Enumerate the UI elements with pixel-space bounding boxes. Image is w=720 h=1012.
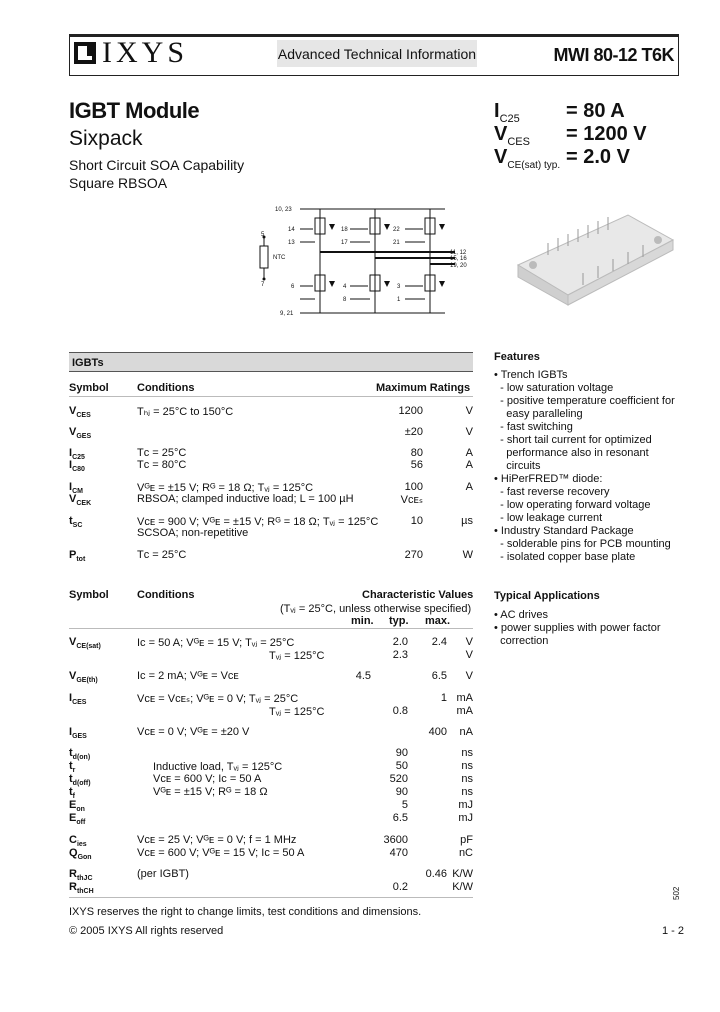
- row-condition: Vᴄᴇ = 0 V; Vᴳᴇ = ±20 V: [137, 726, 250, 738]
- product-feature-1: Short Circuit SOA Capability: [69, 157, 245, 173]
- pin-label-8: 8: [343, 297, 347, 303]
- circuit-diagram: [255, 200, 475, 320]
- row-typ: 5: [401, 799, 408, 811]
- row-max: 1: [440, 692, 447, 704]
- row-unit: K/W: [452, 881, 473, 893]
- row-typ: 90: [395, 747, 408, 759]
- row-symbol: $R_{thCH}$: [69, 881, 94, 896]
- key-value-vcesat: $V_{CE(sat) typ.} = 2.0$ V: [494, 146, 630, 171]
- module-package-image: [508, 195, 678, 310]
- max-rating-row: [69, 405, 473, 419]
- row-symbol: $V_{CEK}$: [69, 493, 92, 508]
- pin-label-21: 21: [393, 240, 400, 246]
- max-rating-row: [69, 426, 473, 440]
- row-value: Vᴄᴇₛ: [400, 494, 423, 506]
- characteristic-row: [69, 868, 473, 882]
- row-symbol: $P_{tot}$: [69, 549, 86, 564]
- row-symbol: $E_{off}$: [69, 812, 86, 827]
- char-col-min: min.: [351, 615, 374, 627]
- max-rating-row: [69, 515, 473, 539]
- characteristic-row: [69, 636, 473, 650]
- brand-logo: [74, 38, 188, 68]
- row-condition: Iᴄ = 2 mA; Vᴳᴇ = Vᴄᴇ: [137, 670, 239, 682]
- copyright: © 2005 IXYS All rights reserved: [69, 925, 224, 937]
- applications-title: Typical Applications: [494, 590, 600, 602]
- row-condition: Tᴄ = 25°C: [137, 447, 187, 459]
- row-symbol: $t_{d(on)}$: [69, 747, 91, 762]
- pin-label-4: 4: [343, 284, 347, 290]
- row-max: 0.46: [425, 868, 447, 880]
- pin-label-3: 3: [397, 284, 401, 290]
- row-condition: Vᴄᴇ = Vᴄᴇₛ; Vᴳᴇ = 0 V; Tᵥⱼ = 25°C: [137, 693, 299, 705]
- row-unit: A: [465, 447, 473, 459]
- row-min: 4.5: [355, 670, 371, 682]
- row-unit: nA: [459, 726, 473, 738]
- row-typ: 6.5: [392, 812, 408, 824]
- list-item: - isolated copper base plate: [494, 551, 636, 563]
- row-typ: 2.3: [392, 649, 408, 661]
- row-condition: Vᴄᴇ = 600 V; Vᴳᴇ = 15 V; Iᴄ = 50 A: [137, 847, 305, 859]
- col-max-ratings: Maximum Ratings: [376, 382, 471, 394]
- list-item: • Industry Standard Package: [494, 525, 634, 537]
- pin-label-18: 18: [341, 227, 348, 233]
- row-unit: pF: [460, 834, 473, 846]
- row-symbol: $V_{GES}$: [69, 426, 92, 441]
- row-typ: 50: [395, 760, 408, 772]
- divider: [69, 396, 473, 397]
- list-item: - short tail current for optimized: [494, 434, 652, 446]
- pin-label-6: 6: [291, 284, 295, 290]
- row-max: 2.4: [431, 636, 447, 648]
- char-col-values: Characteristic Values: [362, 589, 474, 601]
- row-condition: Tₕⱼ = 25°C to 150°C: [137, 406, 234, 418]
- applications-list: [494, 609, 694, 648]
- features-list: [494, 369, 694, 564]
- list-item: - low operating forward voltage: [494, 499, 651, 511]
- row-typ: 3600: [383, 834, 408, 846]
- row-typ: 90: [395, 786, 408, 798]
- row-condition: Vᴄᴇ = 600 V; Iᴄ = 50 A: [153, 773, 262, 785]
- col-symbol: Symbol: [69, 382, 109, 394]
- row-unit: ns: [461, 760, 473, 772]
- list-item: - low leakage current: [494, 512, 603, 524]
- row-symbol: $I_{C80}$: [69, 459, 85, 474]
- characteristic-row: [69, 786, 473, 800]
- row-condition: Tᴄ = 25°C: [137, 549, 187, 561]
- divider: [69, 897, 473, 898]
- row-unit: V: [465, 670, 473, 682]
- row-unit: ns: [461, 773, 473, 785]
- characteristic-row: [69, 760, 473, 774]
- product-feature-2: Square RBSOA: [69, 175, 168, 191]
- list-item: performance also in resonant: [494, 447, 649, 459]
- side-code: 502: [672, 886, 681, 900]
- characteristic-row: [69, 692, 473, 706]
- row-value: ±20: [404, 426, 423, 438]
- row-condition: Vᴳᴇ = ±15 V; Rᴳ = 18 Ω; Tᵥⱼ = 125°C: [137, 482, 314, 494]
- pin-label-17: 17: [341, 240, 348, 246]
- characteristic-row: [69, 799, 473, 813]
- characteristic-row: [69, 649, 473, 663]
- row-unit: V: [465, 649, 473, 661]
- row-unit: nC: [458, 847, 473, 859]
- row-unit: V: [465, 636, 473, 648]
- row-symbol: $V_{GE(th)}$: [69, 670, 98, 685]
- row-unit: µs: [461, 515, 473, 527]
- row-condition: RBSOA; clamped inductive load; L = 100 µH: [137, 493, 354, 505]
- row-unit: A: [465, 481, 473, 493]
- pin-label-1: 1: [397, 297, 401, 303]
- row-max: 400: [428, 726, 447, 738]
- list-item: • power supplies with power factor: [494, 622, 661, 634]
- row-unit: V: [465, 405, 473, 417]
- pin-label-5: 5: [261, 232, 265, 238]
- row-condition: (per IGBT): [137, 868, 189, 880]
- row-condition: Tᴄ = 80°C: [137, 459, 187, 471]
- pin-label-7: 7: [261, 282, 265, 288]
- row-symbol: $R_{thJC}$: [69, 868, 93, 883]
- row-unit: mA: [456, 705, 473, 717]
- row-symbol: $t_{d(off)}$: [69, 773, 91, 788]
- row-typ: 470: [389, 847, 408, 859]
- row-symbol: $I_{CM}$: [69, 481, 83, 496]
- igbt-section-header: IGBTs: [69, 352, 473, 372]
- row-typ: 2.0: [392, 636, 408, 648]
- list-item: correction: [494, 635, 549, 647]
- divider: [69, 628, 473, 629]
- pin-label-9-21: 9, 21: [280, 311, 294, 317]
- max-rating-row: [69, 493, 473, 507]
- row-symbol: $t_{SC}$: [69, 515, 83, 530]
- list-item: - positive temperature coefficient for: [494, 395, 675, 407]
- max-rating-row: [69, 459, 473, 473]
- list-item: - low saturation voltage: [494, 382, 614, 394]
- row-condition: Vᴄᴇ = 25 V; Vᴳᴇ = 0 V; f = 1 MHz: [137, 834, 297, 846]
- row-value: 270: [404, 549, 423, 561]
- row-condition: Tᵥⱼ = 125°C: [269, 706, 325, 718]
- pin-label-11-12: 11, 12: [450, 250, 467, 256]
- row-symbol: $I_{CES}$: [69, 692, 87, 707]
- row-condition: Inductive load, Tᵥⱼ = 125°C: [153, 761, 283, 773]
- characteristic-row: [69, 834, 473, 848]
- page-title: IGBT Module: [69, 98, 200, 123]
- key-value-vces: $V_{CES} = 1200$ V: [494, 123, 647, 148]
- char-note: (Tᵥⱼ = 25°C, unless otherwise specified): [280, 603, 472, 615]
- row-max: 6.5: [431, 670, 447, 682]
- pin-label-14: 14: [288, 227, 295, 233]
- page-number: 1 - 2: [662, 925, 685, 937]
- list-item: - fast switching: [494, 421, 573, 433]
- row-symbol: $t_f$: [69, 786, 76, 801]
- row-value: 80: [410, 447, 423, 459]
- col-conditions: Conditions: [137, 382, 195, 394]
- pin-label-10-23: 10, 23: [275, 207, 292, 213]
- features-title: Features: [494, 351, 540, 363]
- row-typ: 0.8: [392, 705, 408, 717]
- list-item: - fast reverse recovery: [494, 486, 610, 498]
- row-typ: 0.2: [392, 881, 408, 893]
- logo-text: IXYS: [102, 36, 189, 69]
- row-symbol: $V_{CE(sat)}$: [69, 636, 101, 651]
- advanced-technical-info-label: Advanced Technical Information: [277, 40, 477, 67]
- list-item: circuits: [494, 460, 541, 472]
- characteristic-row: [69, 773, 473, 787]
- row-condition: Iᴄ = 50 A; Vᴳᴇ = 15 V; Tᵥⱼ = 25°C: [137, 637, 295, 649]
- characteristic-row: [69, 847, 473, 861]
- page-subtitle: Sixpack: [69, 127, 143, 150]
- row-condition: Vᴳᴇ = ±15 V; Rᴳ = 18 Ω: [153, 786, 268, 798]
- row-typ: 520: [389, 773, 408, 785]
- row-symbol: $I_{GES}$: [69, 726, 87, 741]
- part-number: MWI 80-12 T6K: [553, 45, 674, 65]
- characteristic-row: [69, 670, 473, 684]
- key-value-ic25: $I_{C25} = 80$ A: [494, 100, 625, 125]
- row-symbol: $t_r$: [69, 760, 76, 775]
- row-symbol: $E_{on}$: [69, 799, 85, 814]
- char-col-max: max.: [425, 615, 451, 627]
- row-condition: Tᵥⱼ = 125°C: [269, 650, 325, 662]
- disclaimer: IXYS reserves the right to change limits, test conditions and dimensions.: [69, 906, 422, 918]
- row-unit: V: [465, 426, 473, 438]
- row-unit: ns: [461, 786, 473, 798]
- row-unit: mJ: [458, 812, 473, 824]
- max-rating-row: [69, 549, 473, 563]
- characteristic-row: [69, 726, 473, 740]
- row-unit: K/W: [452, 868, 473, 880]
- characteristic-row: [69, 812, 473, 826]
- pin-label-19-20: 19, 20: [450, 263, 467, 269]
- list-item: - solderable pins for PCB mounting: [494, 538, 671, 550]
- pin-label-22: 22: [393, 227, 400, 233]
- pin-label-13: 13: [288, 240, 295, 246]
- row-unit: W: [462, 549, 473, 561]
- pin-label-15-16: 15, 16: [450, 256, 467, 262]
- characteristic-row: [69, 705, 473, 719]
- row-unit: mJ: [458, 799, 473, 811]
- row-unit: ns: [461, 747, 473, 759]
- row-unit: A: [465, 459, 473, 471]
- row-symbol: $Q_{Gon}$: [69, 847, 92, 862]
- characteristic-row: [69, 747, 473, 761]
- row-value: 100: [404, 481, 423, 493]
- list-item: • HiPerFRED™ diode:: [494, 473, 603, 485]
- row-symbol: $C_{ies}$: [69, 834, 87, 849]
- row-symbol: $V_{CES}$: [69, 405, 91, 420]
- row-value: 1200: [398, 405, 423, 417]
- ntc-label: NTC: [273, 255, 286, 261]
- row-value: 56: [410, 459, 423, 471]
- characteristic-row: [69, 881, 473, 895]
- char-col-conditions: Conditions: [137, 589, 195, 601]
- list-item: • Trench IGBTs: [494, 369, 568, 381]
- row-condition: Vᴄᴇ = 900 V; Vᴳᴇ = ±15 V; Rᴳ = 18 Ω; Tᵥⱼ = 125°C: [137, 516, 379, 528]
- char-col-typ: typ.: [389, 615, 409, 627]
- row-condition-2: SCSOA; non-repetitive: [137, 527, 249, 539]
- row-value: 10: [410, 515, 423, 527]
- list-item: easy paralleling: [494, 408, 583, 420]
- row-symbol: $I_{C25}$: [69, 447, 85, 462]
- ixys-logo-icon: [74, 42, 96, 64]
- list-item: • AC drives: [494, 609, 548, 621]
- char-col-symbol: Symbol: [69, 589, 109, 601]
- row-unit: mA: [456, 692, 473, 704]
